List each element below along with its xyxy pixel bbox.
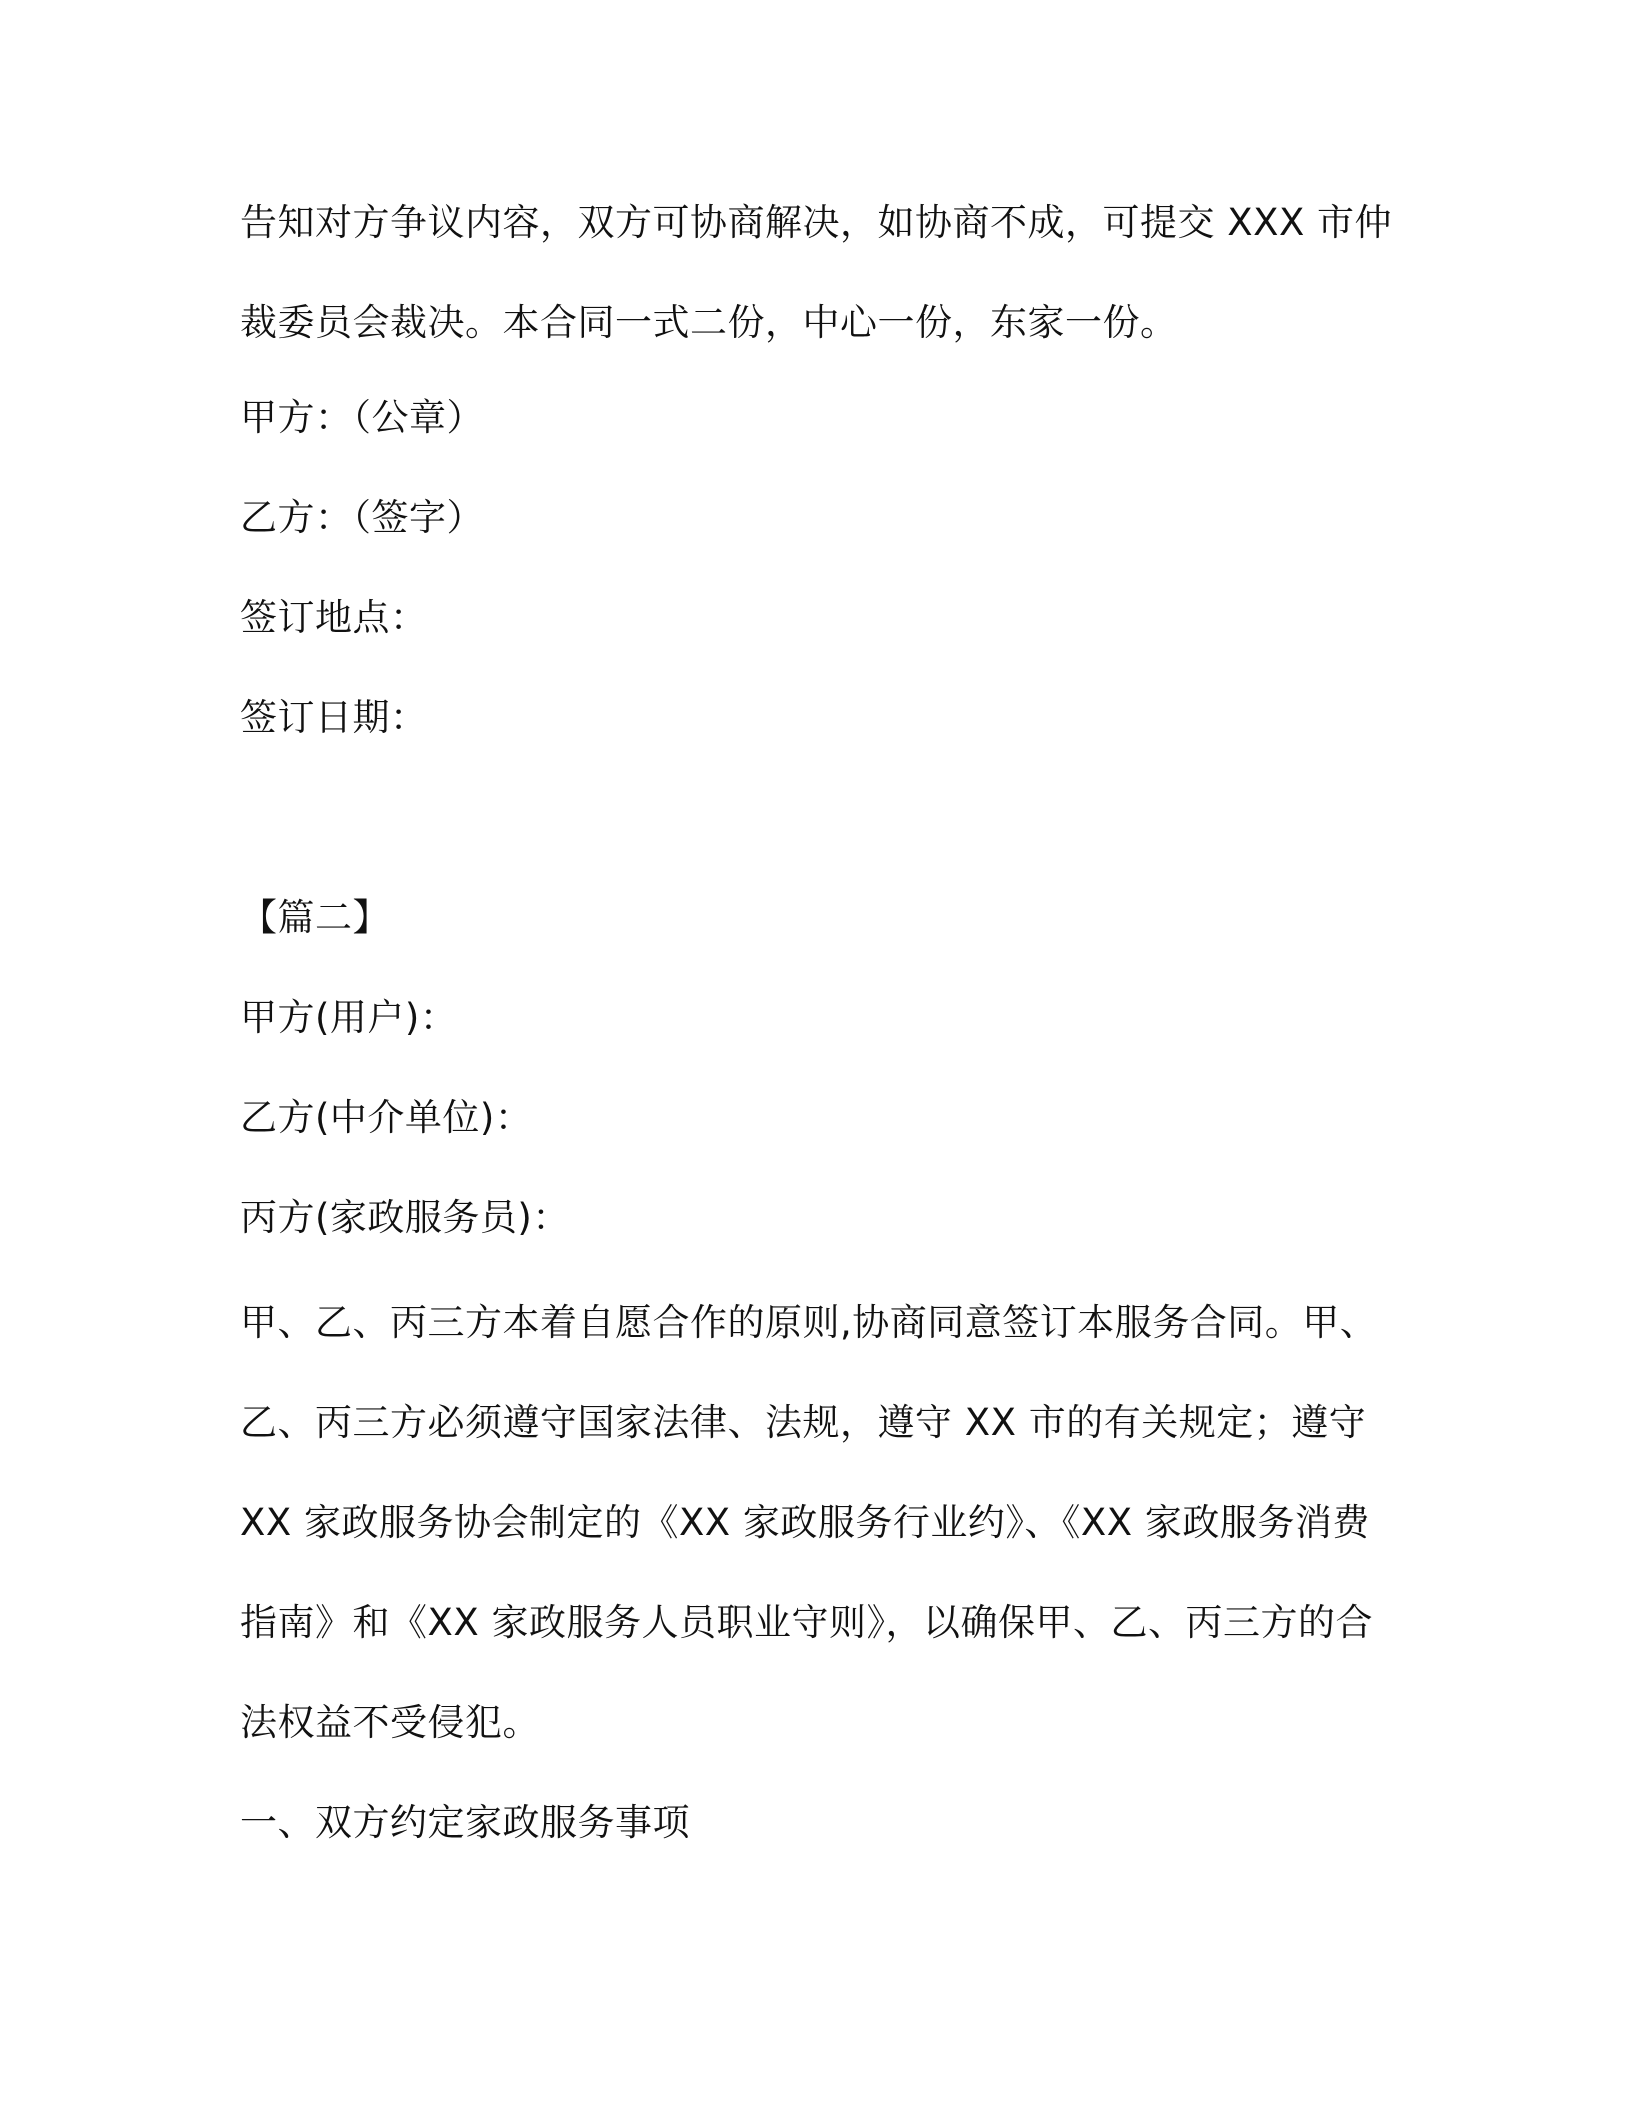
signing-date-line: 签订日期：	[240, 696, 428, 739]
party-a-seal-line: 甲方：（公章）	[240, 396, 484, 439]
body-text-line: 裁委员会裁决。本合同一式二份，中心一份，东家一份。	[240, 301, 1178, 344]
body-text-line: 法权益不受侵犯。	[240, 1701, 540, 1744]
signing-place-line: 签订地点：	[240, 596, 428, 639]
party-b-agency-line: 乙方(中介单位)：	[240, 1096, 533, 1139]
party-b-signature-line: 乙方：（签字）	[240, 496, 484, 539]
body-text-line: 告知对方争议内容，双方可协商解决，如协商不成，可提交 XXX 市仲	[240, 201, 1393, 244]
party-a-user-line: 甲方(用户)：	[240, 996, 458, 1039]
clause-heading: 一、双方约定家政服务事项	[240, 1801, 690, 1844]
body-text-line: 乙、丙三方必须遵守国家法律、法规，遵守 XX 市的有关规定；遵守	[240, 1401, 1367, 1444]
body-text-line: XX 家政服务协会制定的《XX 家政服务行业约》、《XX 家政服务消费	[240, 1501, 1370, 1544]
party-c-worker-line: 丙方(家政服务员)：	[240, 1196, 570, 1239]
section-heading: 【篇二】	[240, 896, 390, 939]
body-text-line: 指南》和《XX 家政服务人员职业守则》，以确保甲、乙、丙三方的合	[240, 1601, 1373, 1644]
body-text-line: 甲、乙、丙三方本着自愿合作的原则,协商同意签订本服务合同。甲、	[240, 1301, 1378, 1344]
